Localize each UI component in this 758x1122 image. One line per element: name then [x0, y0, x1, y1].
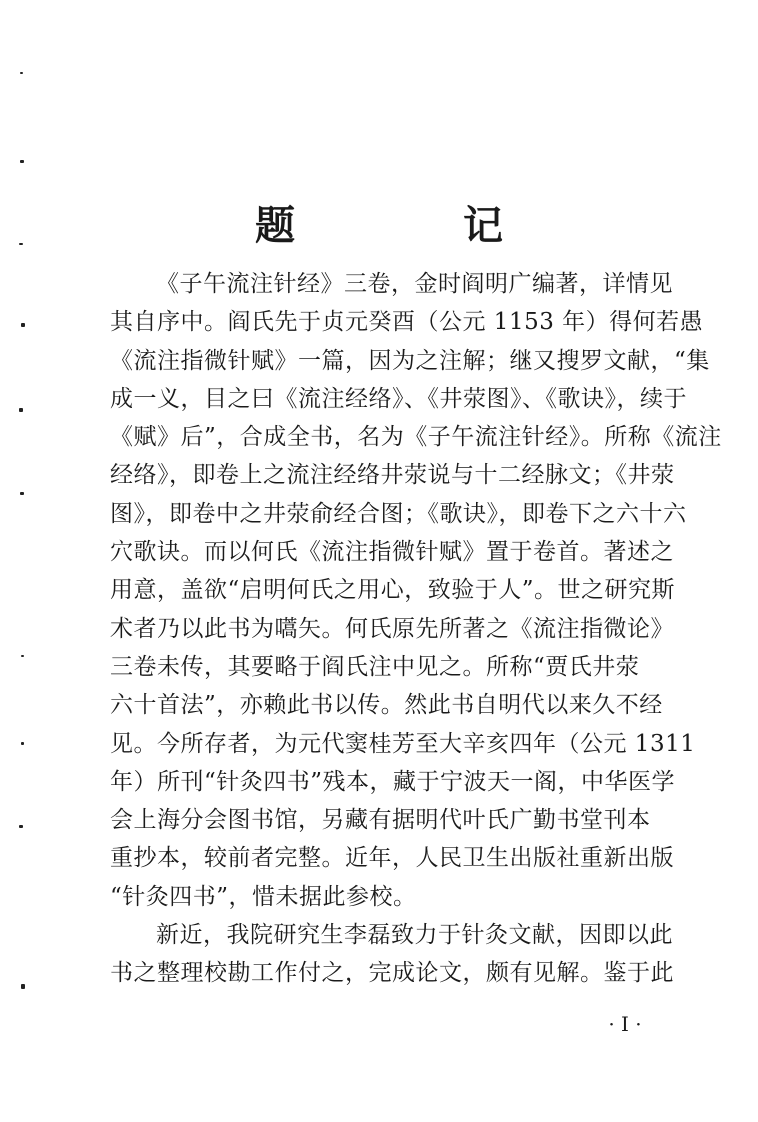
- margin-mark: [20, 160, 24, 163]
- text-line: 图》，即卷中之井荥俞经合图；《歌诀》，即卷下之六十六: [110, 500, 687, 527]
- text-line: 重抄本，较前者完整。近年，人民卫生出版社重新出版: [110, 845, 674, 872]
- text-line: 三卷未传，其要略于阎氏注中见之。所称“贾氏井荥: [110, 653, 640, 680]
- text-line: 其自序中。阎氏先于贞元癸酉（公元 1153 年）得何若愚: [110, 309, 704, 336]
- text-line: 会上海分会图书馆，另藏有据明代叶氏广勤书堂刊本: [110, 807, 651, 834]
- page-number: · I ·: [608, 1012, 642, 1036]
- text-line: 新近，我院研究生李磊致力于针灸文献，因即以此: [156, 922, 673, 949]
- text-line: 《子午流注针经》三卷，金时阎明广编著，详情见: [156, 271, 673, 297]
- margin-mark: [21, 742, 24, 745]
- text-line: 年）所刊“针灸四书”残本，藏于宁波天一阁，中华医学: [110, 768, 676, 795]
- margin-mark: [20, 72, 23, 74]
- margin-mark: [21, 655, 24, 657]
- page-title: 题 记: [255, 202, 567, 249]
- body-text: [110, 265, 722, 993]
- text-line: 用意，盖欲“启明何氏之用心，致验于人”。世之研究斯: [110, 577, 676, 604]
- margin-mark: [21, 323, 25, 327]
- text-line: 经络》，即卷上之流注经络井荥说与十二经脉文；《井荥: [110, 462, 675, 489]
- paragraph: [110, 916, 690, 993]
- margin-mark: [19, 825, 23, 828]
- text-line: 术者乃以此书为嚆矢。何氏原先所著之《流注指微论》: [110, 615, 674, 642]
- paragraph: [110, 265, 722, 916]
- text-line: 见。今所存者，为元代窦桂芳至大辛亥四年（公元 1311: [110, 730, 696, 757]
- text-line: 六十首法”，亦赖此书以传。然此书自明代以来久不经: [110, 692, 663, 719]
- text-line: 《流注指微针赋》一篇，因为之注解；继又搜罗文献，“集: [110, 347, 710, 374]
- text-line: 书之整理校勘工作付之，完成论文，颇有见解。鉴于此: [110, 960, 674, 987]
- text-line: 《赋》后”，合成全书，名为《子午流注针经》。所称《流注: [110, 424, 722, 451]
- margin-mark: [21, 984, 25, 989]
- text-line: “针灸四书”，惜未据此参校。: [110, 883, 417, 910]
- margin-mark: [19, 408, 23, 412]
- text-line: 穴歌诀。而以何氏《流注指微针赋》置于卷首。著述之: [110, 539, 674, 566]
- text-line: 成一义，目之曰《流注经络》、《井荥图》、《歌诀》，续于: [110, 385, 687, 412]
- margin-mark: [20, 492, 24, 495]
